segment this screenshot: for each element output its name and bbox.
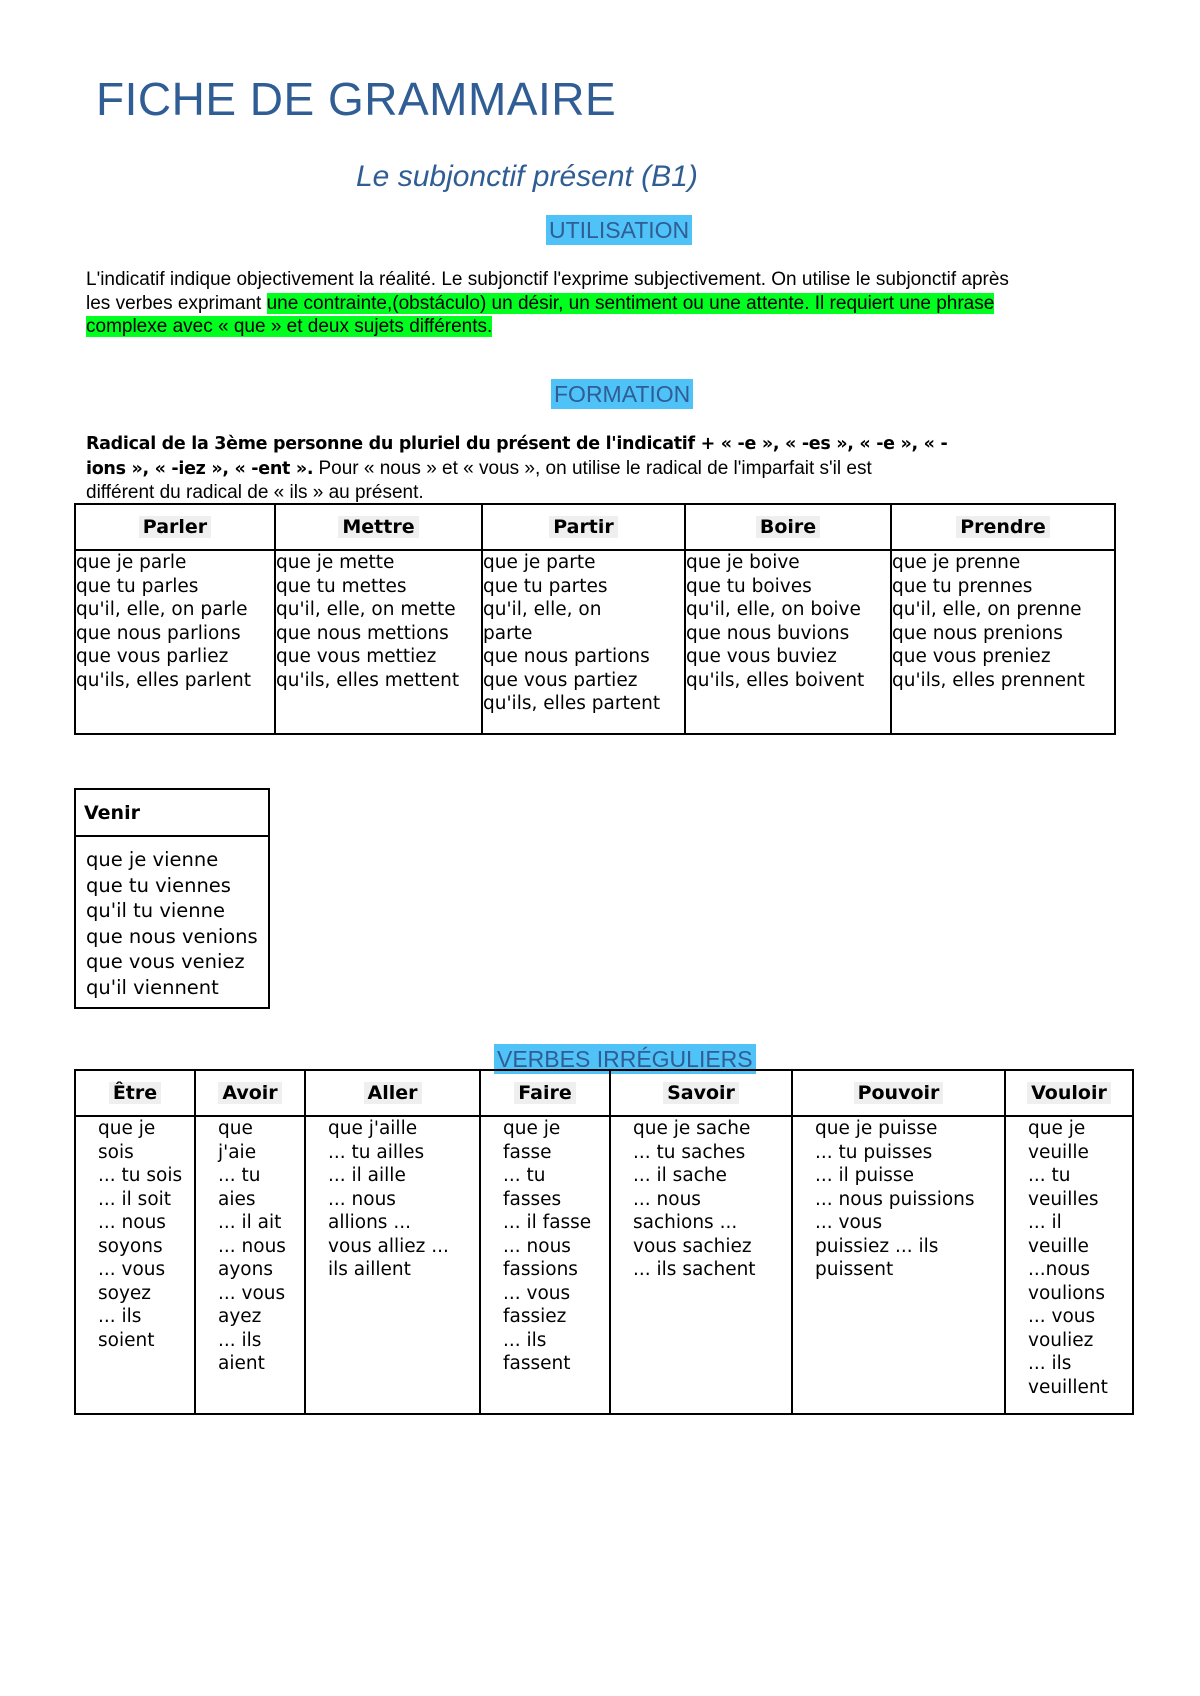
- utilisation-line-1: L'indicatif indique objectivement la réalité. Le subjonctif l'exprime subjectivement. On utilise le subjonctif après: [86, 269, 1009, 290]
- utilisation-paragraph: [86, 268, 1009, 339]
- section-heading-formation: FORMATION: [551, 379, 693, 409]
- table-header: Prendre: [891, 504, 1115, 550]
- conjugation-cell: que je prenne que tu prennes qu'il, elle, on prenne que nous prenions que vous preniez qu'ils, elles prennent: [891, 550, 1115, 734]
- formation-paragraph: [86, 432, 947, 505]
- conjugation-cell: que je boive que tu boives qu'il, elle, on boive que nous buvions que vous buviez qu'ils, elles boivent: [685, 550, 891, 734]
- table-header: Faire: [480, 1070, 610, 1116]
- page-title: FICHE DE GRAMMAIRE: [96, 73, 617, 125]
- conjugation-cell: que je mette que tu mettes qu'il, elle, on mette que nous mettions que vous mettiez qu'ils, elles mettent: [275, 550, 482, 734]
- utilisation-line-2-plain: les verbes exprimant: [86, 292, 267, 314]
- table-header: Venir: [75, 789, 269, 836]
- table-header: Savoir: [610, 1070, 792, 1116]
- table-row: [75, 550, 1115, 734]
- table-header-row: [75, 789, 269, 836]
- table-header: Mettre: [275, 504, 482, 550]
- section-heading-utilisation: UTILISATION: [546, 215, 692, 245]
- irregular-verbs-table: [74, 1069, 1134, 1415]
- table-row: [75, 836, 269, 1008]
- regular-verbs-table: [74, 503, 1116, 735]
- table-header: Partir: [482, 504, 685, 550]
- conjugation-cell: que je sois ... tu sois ... il soit ... nous soyons ... vous soyez ... ils soient: [75, 1116, 195, 1414]
- table-header: Vouloir: [1005, 1070, 1133, 1116]
- utilisation-highlight-1: une contrainte,(obstáculo) un désir, un sentiment ou une attente. Il requiert une phrase: [266, 292, 995, 314]
- formation-note-1: Pour « nous » et « vous », on utilise le radical de l'imparfait s'il est: [313, 457, 872, 479]
- conjugation-cell: que je puisse ... tu puisses ... il puisse ... nous puissions ... vous puissiez ... ils puissent: [792, 1116, 1005, 1414]
- conjugation-cell: que je sache ... tu saches ... il sache ... nous sachions ... vous sachiez ... ils sachent: [610, 1116, 792, 1414]
- venir-table: [74, 788, 270, 1009]
- utilisation-line-2: [86, 292, 1009, 316]
- conjugation-cell: que j'aille ... tu ailles ... il aille ... nous allions ... vous alliez ... ils aillent: [305, 1116, 480, 1414]
- page-subtitle: Le subjonctif présent (B1): [356, 160, 698, 193]
- formation-line-1: [86, 432, 947, 457]
- table-header: Avoir: [195, 1070, 305, 1116]
- conjugation-cell: que je parle que tu parles qu'il, elle, on parle que nous parlions que vous parliez qu'ils, elles parlent: [75, 550, 275, 734]
- formation-rule-bold-2: ions », « -iez », « -ent ».: [86, 458, 314, 479]
- formation-line-3: différent du radical de « ils » au présent.: [86, 482, 424, 503]
- table-row: [75, 1116, 1133, 1414]
- table-header: Parler: [75, 504, 275, 550]
- table-header-row: [75, 504, 1115, 550]
- table-header: Être: [75, 1070, 195, 1116]
- table-header: Pouvoir: [792, 1070, 1005, 1116]
- formation-line-2: [86, 457, 947, 482]
- utilisation-line-3: [86, 315, 1009, 339]
- table-header: Aller: [305, 1070, 480, 1116]
- table-header: Boire: [685, 504, 891, 550]
- conjugation-cell: que je fasse ... tu fasses ... il fasse ... nous fassions ... vous fassiez ... ils fassent: [480, 1116, 610, 1414]
- utilisation-highlight-2: complexe avec « que » et deux sujets différents.: [86, 316, 493, 337]
- conjugation-cell: que je parte que tu partes qu'il, elle, on parte que nous partions que vous partiez qu'ils, elles partent: [482, 550, 685, 734]
- formation-rule-bold-1: Radical de la 3ème personne du pluriel du présent de l'indicatif + « -e », « -es », « -e », « -: [86, 434, 948, 454]
- section-heading-irregular-verbs: VERBES IRRÉGULIERS: [494, 1044, 756, 1074]
- conjugation-cell: que j'aie ... tu aies ... il ait ... nous ayons ... vous ayez ... ils aient: [195, 1116, 305, 1414]
- table-header-row: [75, 1070, 1133, 1116]
- conjugation-cell: que je veuille ... tu veuilles ... il veuille ...nous voulions ... vous vouliez ... ils veuillent: [1005, 1116, 1133, 1414]
- conjugation-cell: que je vienne que tu viennes qu'il tu vienne que nous venions que vous veniez qu'il viennent: [75, 836, 269, 1008]
